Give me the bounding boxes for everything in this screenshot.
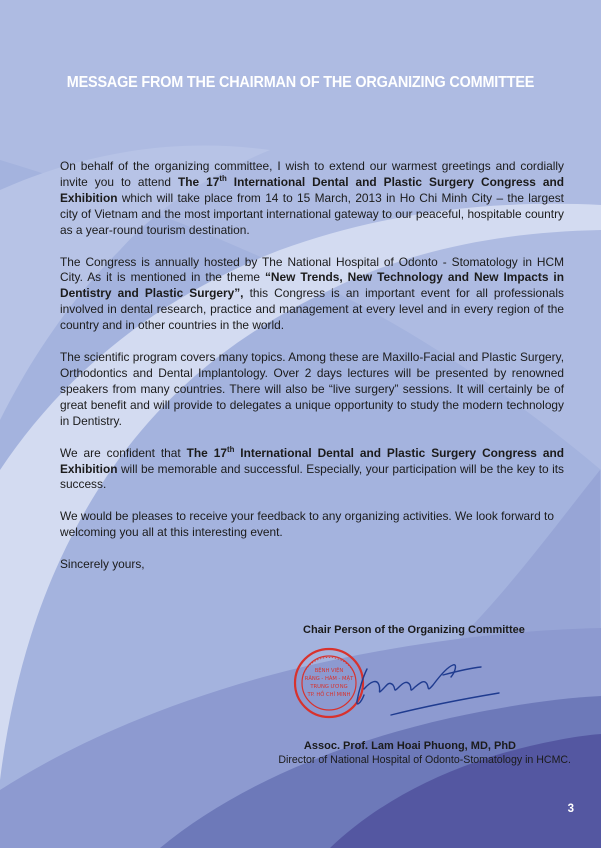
red-seal-stamp (295, 649, 363, 717)
signatory-name: Assoc. Prof. Lam Hoai Phuong, MD, PhD (303, 740, 516, 752)
signatory-role: Director of National Hospital of Odonto-Stomatology in HCMC. (278, 754, 571, 766)
paragraph-invitation: On behalf of the organizing committee, I wish to extend our warmest greetings and cordially invite you to attend The 17th International Dental and Plastic Surgery Congress and Exhibition which will take place from 14 to 15 March, 2013 in Ho Chi Minh City – the largest city of Vietnam and the most important international gateway to our peaceful, hospitable country as a year-round tourism destination. (60, 159, 564, 237)
paragraph-program: The scientific program covers many topics. Among these are Maxillo-Facial and Plastic Surgery, Orthodontics and Dental Implantology. Over 2 days lectures will be presented by renowned speakers from many countries. There will also be “live surgery” sessions. It will certainly be of great benefit and will provide to delegates a unique opportunity to study the modern technology in Dentistry. (60, 350, 564, 428)
svg-text:TRUNG ƯƠNG: TRUNG ƯƠNG (310, 684, 348, 690)
congress-name-bold: The 17th International Dental and Plastic Surgery Congress and Exhibition (60, 173, 564, 205)
signature-heading: Chair Person of the Organizing Committee (303, 624, 525, 636)
svg-text:TP. HỒ CHÍ MINH: TP. HỒ CHÍ MINH (307, 692, 351, 698)
closing: Sincerely yours, (60, 557, 145, 572)
svg-text:RĂNG - HÀM - MẶT: RĂNG - HÀM - MẶT (304, 676, 354, 682)
page-number: 3 (567, 803, 574, 815)
handwritten-signature (357, 665, 499, 715)
theme-bold: “New Trends, New Technology and New Impacts in Dentistry and Plastic Surgery”, (60, 270, 564, 301)
paragraph-confidence: We are confident that The 17th International Dental and Plastic Surgery Congress and Exhibition will be memorable and successful. Especially, your participation will be the key to its success. (60, 444, 564, 492)
letter-body (60, 159, 564, 589)
congress-name-bold: The 17th International Dental and Plastic Surgery Congress and Exhibition (60, 444, 564, 476)
paragraph-host: The Congress is annually hosted by The National Hospital of Odonto - Stomatology in HCM City. As it is mentioned in the theme “New Trends, New Technology and New Impacts in Dentistry and Plastic Surgery”, this Congress is an important event for all professionals involved in dental research, practice and management at every level and in every region of the country and in other countries in the world. (60, 254, 564, 333)
seal-and-signature (293, 645, 515, 725)
paragraph-feedback: We would be pleases to receive your feedback to any organizing activities. We look forward to welcoming you all at this interesting event. (60, 509, 554, 540)
page-title: MESSAGE FROM THE CHAIRMAN OF THE ORGANIZING COMMITTEE (66, 74, 535, 91)
svg-text:BỆNH VIỆN: BỆNH VIỆN (314, 668, 344, 674)
